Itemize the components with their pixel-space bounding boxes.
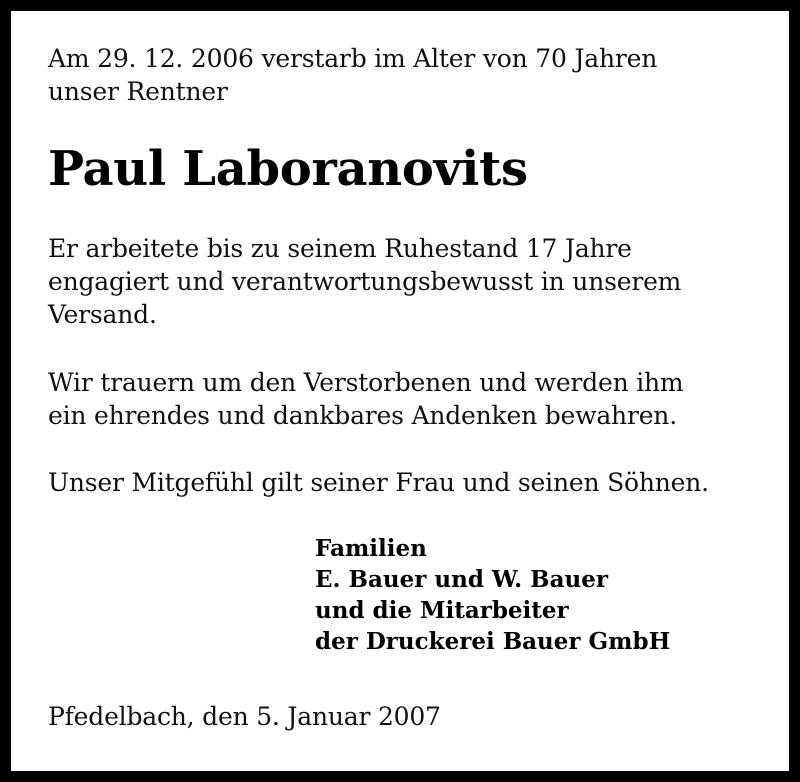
condolence-paragraph bbox=[48, 466, 709, 499]
career-line-1: Er arbeitete bis zu seinem Ruhestand 17 Jahre bbox=[48, 234, 632, 263]
place-and-date: Pfedelbach, den 5. Januar 2007 bbox=[48, 702, 441, 731]
mourning-line-1: Wir trauern um den Verstorbenen und werden ihm bbox=[48, 368, 684, 397]
condolence-line-1: Unser Mitgefühl gilt seiner Frau und seinen Söhnen. bbox=[48, 468, 709, 497]
signature-line-1: Familien bbox=[315, 535, 427, 562]
intro-text bbox=[48, 42, 657, 108]
mourning-paragraph bbox=[48, 366, 683, 432]
intro-line-1: Am 29. 12. 2006 verstarb im Alter von 70 Jahren bbox=[48, 44, 658, 73]
mourning-line-2: ein ehrendes und dankbares Andenken bewahren. bbox=[48, 401, 677, 430]
signature-line-4: der Druckerei Bauer GmbH bbox=[315, 628, 671, 655]
signature-block bbox=[315, 533, 670, 657]
career-paragraph bbox=[48, 232, 681, 331]
signature-line-3: und die Mitarbeiter bbox=[315, 597, 569, 624]
career-line-2: engagiert und verantwortungsbewusst in unserem bbox=[48, 267, 682, 296]
intro-line-2: unser Rentner bbox=[48, 77, 228, 106]
signature-line-2: E. Bauer und W. Bauer bbox=[315, 566, 608, 593]
career-line-3: Versand. bbox=[48, 300, 157, 329]
deceased-name: Paul Laboranovits bbox=[48, 141, 528, 197]
